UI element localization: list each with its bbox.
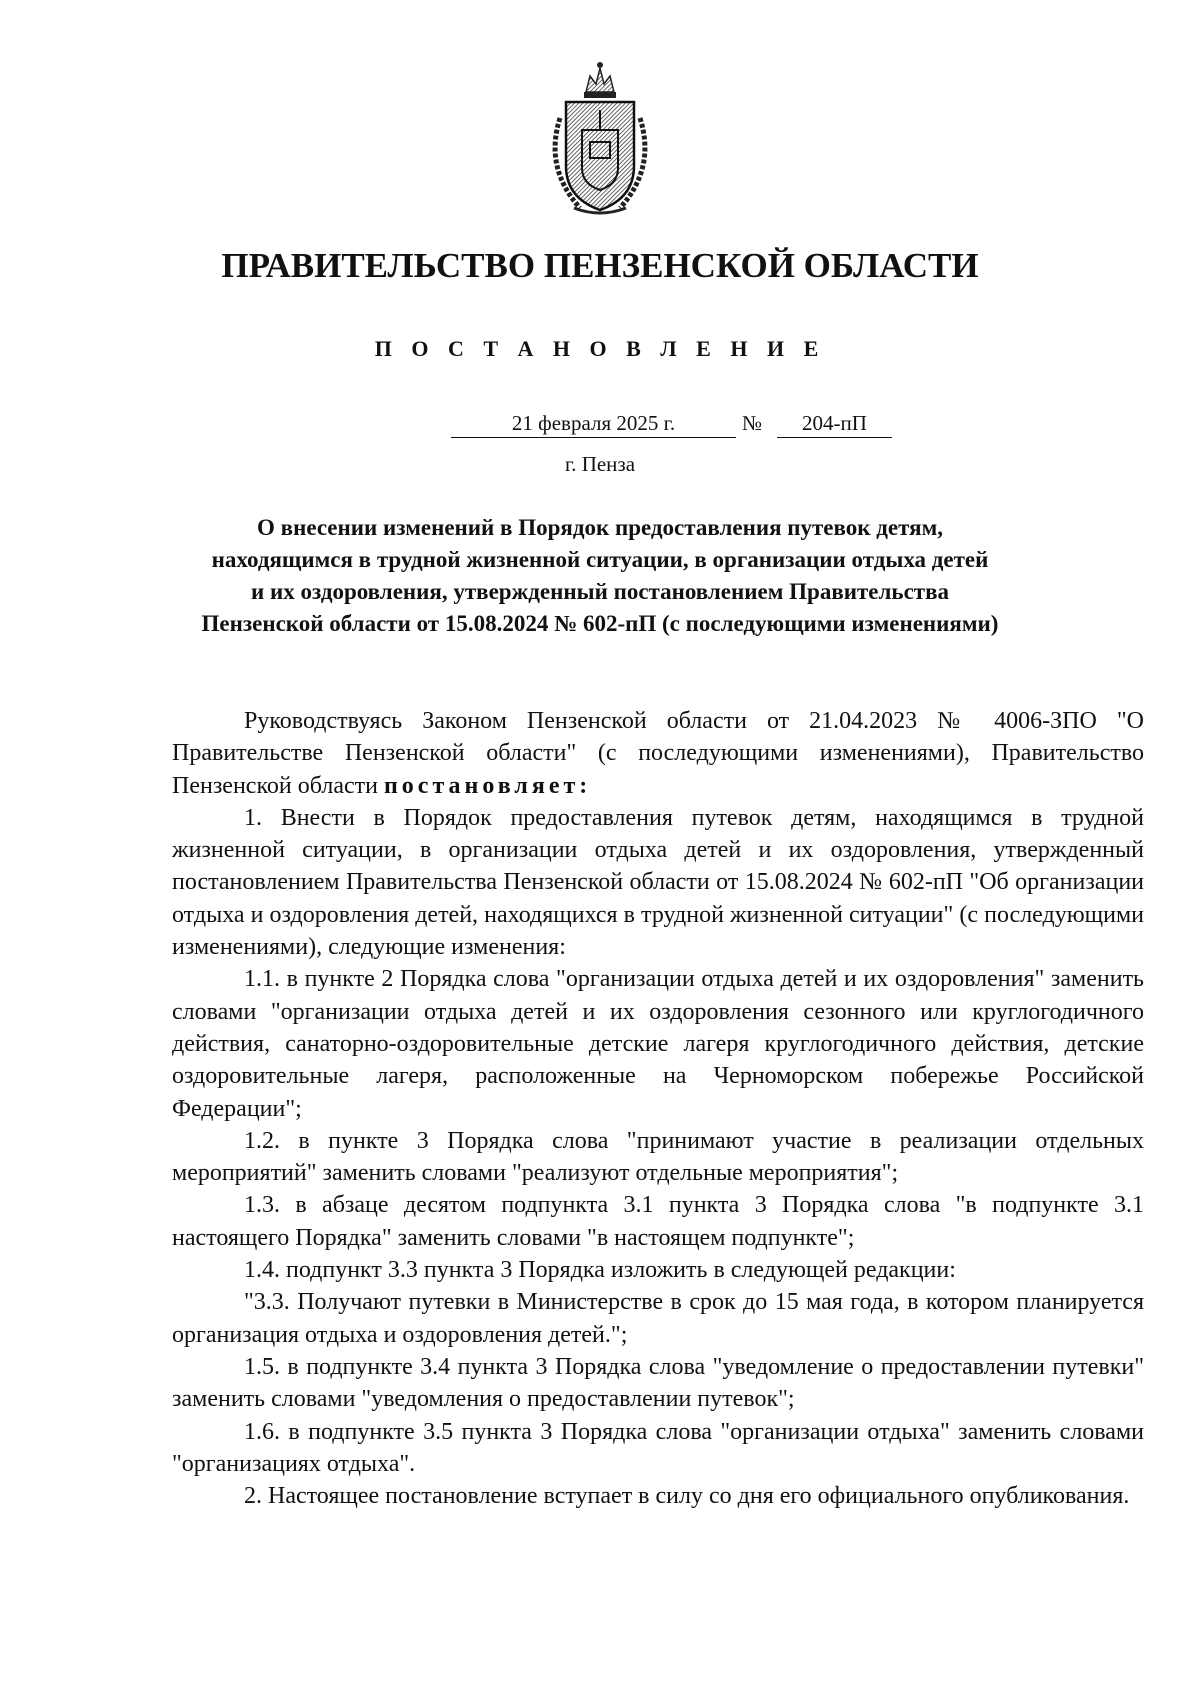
- subject-line: и их оздоровления, утвержденный постановлением Правительства: [251, 579, 949, 604]
- paragraph-2: 2. Настоящее постановление вступает в силу со дня его официального опубликования.: [244, 1483, 1130, 1510]
- document-number: 204-пП: [777, 411, 892, 438]
- paragraph-1-4: 1.4. подпункт 3.3 пункта 3 Порядка изложить в следующей редакции:: [244, 1257, 956, 1284]
- paragraph-1-4-quote: "3.3. Получают путевки в Министерстве в срок до 15 мая года, в котором планируется организация отдыха и оздоровления детей.";: [172, 1289, 1144, 1348]
- paragraph-1-1: 1.1. в пункте 2 Порядка слова "организации отдыха детей и их оздоровления" заменить словами "организации отдыха детей и их оздоровления сезонного или круглогодичного действия, санаторно-оздоровительные детские лагеря круглогодичного действия, детские оздоровительные лагеря, расположенные на Черноморском побережье Российской Федерации";: [172, 966, 1144, 1122]
- date-number-line: [0, 411, 1200, 441]
- city: г. Пенза: [564, 452, 636, 476]
- government-title: ПРАВИТЕЛЬСТВО ПЕНЗЕНСКОЙ ОБЛАСТИ: [221, 246, 979, 285]
- preamble-text: Руководствуясь Законом Пензенской области от 21.04.2023 № 4006-ЗПО "О Правительстве Пензенской области" (с последующими изменениями), Правительство Пензенской области: [172, 708, 1144, 799]
- subject-line: О внесении изменений в Порядок предоставления путевок детям,: [257, 515, 943, 540]
- preamble-paragraph: [172, 705, 1144, 802]
- paragraph-1-6: 1.6. в подпункте 3.5 пункта 3 Порядка слова "организации отдыха" заменить словами "организациях отдыха".: [172, 1418, 1144, 1477]
- subject-line: Пензенской области от 15.08.2024 № 602-пП (с последующими изменениями): [201, 611, 999, 636]
- document-subject: [160, 512, 1040, 640]
- paragraph-1-2: 1.2. в пункте 3 Порядка слова "принимают участие в реализации отдельных мероприятий" заменить словами "реализуют отдельные мероприятия";: [172, 1127, 1144, 1187]
- resolves-word: постановляет:: [383, 772, 592, 799]
- paragraph-1-3: 1.3. в абзаце десятом подпункта 3.1 пункта 3 Порядка слова "в подпункте 3.1 настоящего Порядка" заменить словами "в настоящем подпункте";: [172, 1192, 1144, 1251]
- document-date: 21 февраля 2025 г.: [451, 411, 736, 438]
- number-sign: №: [742, 411, 763, 435]
- document-body: [172, 705, 1144, 1512]
- subject-line: находящимся в трудной жизненной ситуации, в организации отдыха детей: [211, 547, 989, 572]
- document-type: П О С Т А Н О В Л Е Н И Е: [374, 336, 826, 361]
- penza-region-coat-of-arms-icon: [530, 58, 670, 216]
- paragraph-1: 1. Внести в Порядок предоставления путевок детям, находящимся в трудной жизненной ситуации, в организации отдыха детей и их оздоровления, утвержденный постановлением Правительства Пензенской области от 15.08.2024 № 602-пП "Об организации отдыха и оздоровления детей, находящихся в трудной жизненной ситуации" (с последующими изменениями), следующие изменения:: [172, 804, 1144, 961]
- paragraph-1-5: 1.5. в подпункте 3.4 пункта 3 Порядка слова "уведомление о предоставлении путевки" заменить словами "уведомления о предоставлении путевок";: [172, 1353, 1144, 1413]
